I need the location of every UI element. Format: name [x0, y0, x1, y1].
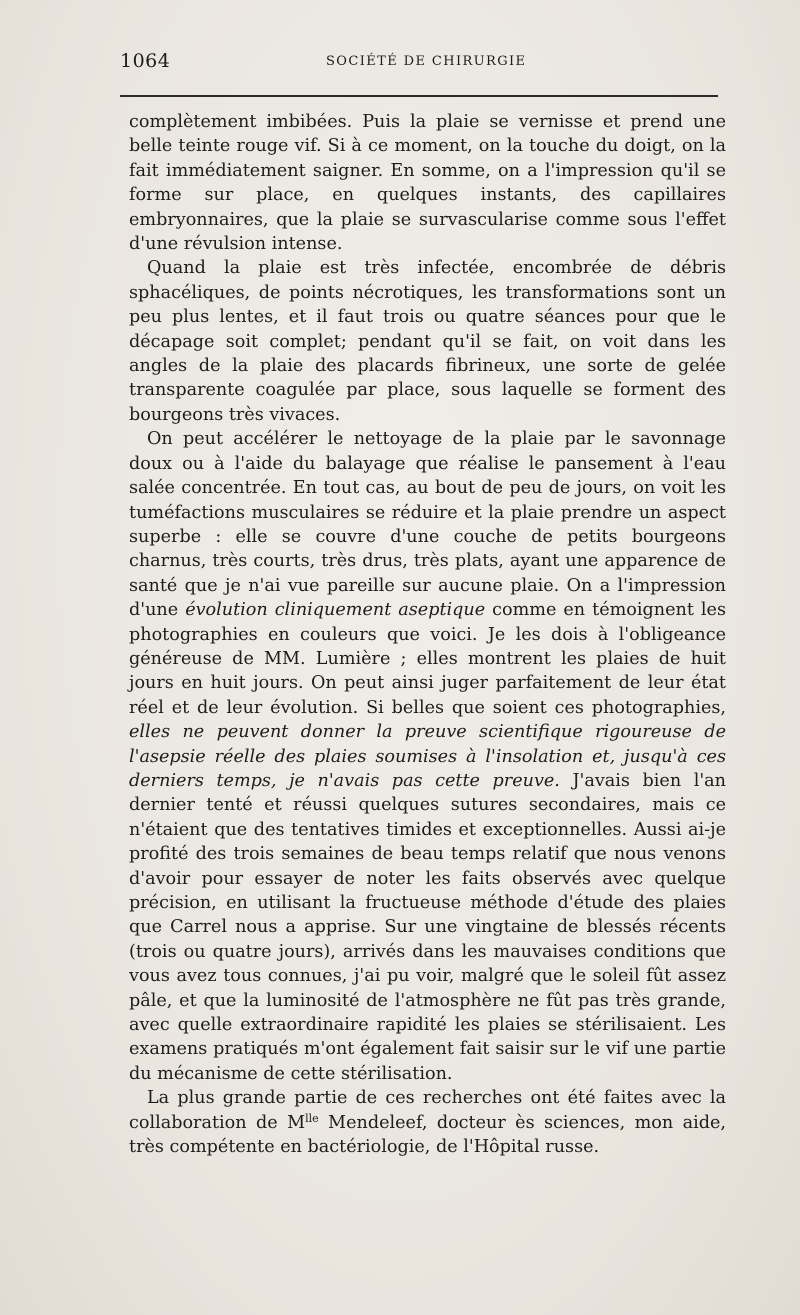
title-superscript: lle — [305, 1111, 319, 1125]
paragraph-3-part-c: comme en témoignent les photographies en couleurs que voici. Je les dois à l'obligeance généreuse de MM. Lumière ; elles montrent les plaies de huit jours en huit jours. On peut ainsi juger parfaitement de leur état réel et de leur évolution. Si belles que soient ces photographies, — [129, 600, 726, 718]
paragraph-3-italic-sentence: elles ne peuvent donner la preuve scientifique rigoureuse de l'asepsie réelle des plaies soumises à l'insolation et, jusqu'à ces derniers temps, je n'avais pas cette preuve. — [129, 722, 726, 791]
paragraph-2: Quand la plaie est très infectée, encombrée de débris sphacéliques, de points nécrotiques, les transformations sont un peu plus lentes, et il faut trois ou quatre séances pour que le décapage soit complet; pendant qu'il se fait, on voit dans les angles de la plaie des placards fibrineux, une sorte de gelée transparente coagulée par place, sous laquelle se forment des bourgeons très vivaces. — [129, 258, 726, 425]
paragraph-3-part-e: J'avais bien l'an dernier tenté et réussi quelques sutures secondaires, mais ce n'étaient que des tentatives timides et exceptionnelles. Aussi ai-je profité des trois semaines de beau temps relatif que nous venons d'avoir pour essayer de noter les faits observés avec quelque précision, en utilisant la fructueuse méthode d'étude des plaies que Carrel nous a apprise. Sur une vingtaine de blessés récents (trois ou quatre jours), arrivés dans les mauvaises conditions que vous avez tous connues, j'ai pu voir, malgré que le soleil fût assez pâle, et que la luminosité de l'atmosphère ne fût pas très grande, avec quelle extraordinaire rapidité les plaies se stérilisaient. Les examens pratiqués m'ont également fait saisir sur le vif une partie du mécanisme de cette stérilisation. — [129, 770, 726, 1084]
body-text — [129, 110, 726, 1159]
page-header — [120, 50, 718, 76]
running-title: SOCIÉTÉ DE CHIRURGIE — [326, 54, 527, 69]
header-rule — [120, 95, 718, 97]
paragraph-1: complètement imbibées. Puis la plaie se vernisse et prend une belle teinte rouge vif. Si à ce moment, on la touche du doigt, on la fait immédiatement saigner. En somme, on a l'impression qu'il se forme sur place, en quelques instants, des capillaires embryonnaires, que la plaie se survascularise comme sous l'effet d'une révulsion intense. — [129, 112, 726, 255]
paragraph-3-part-a: On peut accélérer le nettoyage de la plaie par le savonnage doux ou à l'aide du balayage que réalise le pansement à l'eau salée concentrée. En tout cas, au bout de peu de jours, on voit les tuméfactions musculaires se réduire et la plaie prendre un aspect superbe : elle se couvre d'une couche de petits bourgeons charnus, très courts, très drus, très plats, ayant une apparence de santé que je n'ai vue pareille sur aucune plaie. On a l'impression d'une — [129, 429, 726, 621]
page-number: 1064 — [120, 50, 171, 72]
paragraph-3-italic-phrase: évolution cliniquement aseptique — [185, 600, 486, 621]
paragraph-4-part-a: La plus grande partie de ces recherches ont été faites avec la collaboration de M — [129, 1088, 726, 1133]
paragraph-4-part-b: Mendeleef, docteur ès sciences, mon aide, très compétente en bactériologie, de l'Hôpital russe. — [129, 1112, 726, 1158]
paragraph-3 — [129, 427, 726, 1086]
paragraph-4 — [129, 1086, 726, 1159]
